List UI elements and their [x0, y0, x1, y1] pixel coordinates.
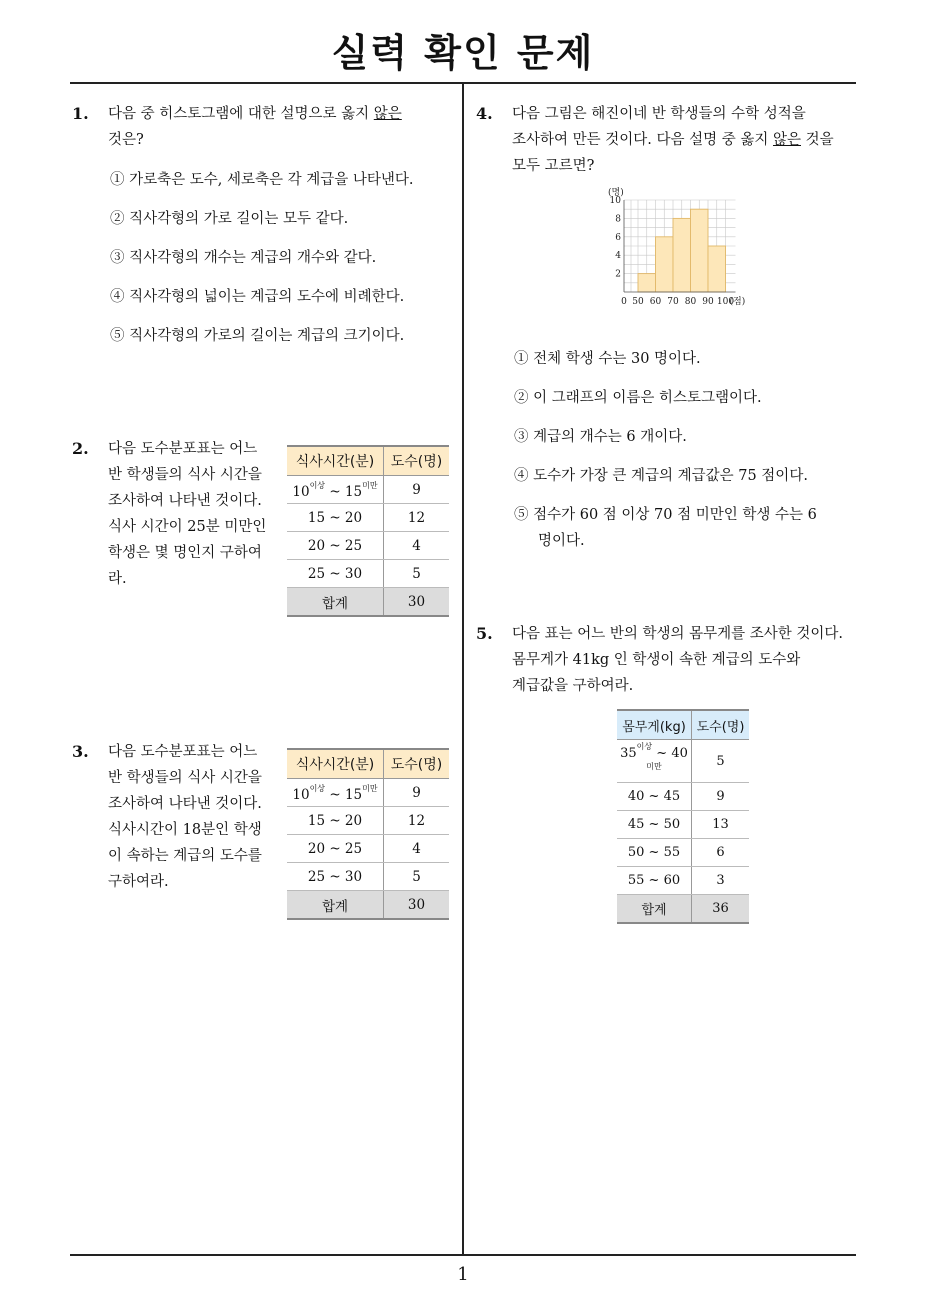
- y-axis-label: (명): [608, 188, 624, 198]
- range-note: 미만: [362, 480, 378, 490]
- range-sep: ~: [329, 483, 341, 500]
- question-number: 1.: [72, 104, 89, 123]
- text-line: 학생은 몇 명인지 구하여: [108, 545, 262, 561]
- table-cell: [287, 779, 384, 807]
- text-line: 다음 도수분포표는 어느: [108, 441, 258, 457]
- text: 것을: [801, 132, 834, 148]
- frequency-table-q3: [287, 748, 449, 920]
- underlined-text: 않은: [772, 132, 801, 148]
- question-text: [108, 739, 282, 895]
- question-3: [72, 739, 282, 895]
- table-cell: 55 ~ 60: [617, 867, 692, 895]
- page-number: 1: [457, 1264, 469, 1285]
- question-2: [72, 436, 282, 592]
- header-cell: 식사시간(분): [287, 749, 384, 779]
- option-3[interactable]: ③ 계급의 개수는 6 개이다.: [514, 429, 687, 445]
- y-tick-label: 4: [615, 251, 621, 262]
- table-row: [617, 867, 749, 895]
- table-cell: 9: [384, 476, 450, 504]
- text-line: 조사하여 나타낸 것이다.: [108, 493, 262, 509]
- y-tick-label: 6: [615, 232, 621, 243]
- table-row: [287, 560, 449, 588]
- text-line: [512, 127, 866, 153]
- frequency-table-q2: [287, 445, 449, 617]
- table-cell: 합계: [287, 891, 384, 920]
- table-cell: 9: [384, 779, 450, 807]
- question-1: [72, 101, 452, 362]
- option-5[interactable]: [514, 502, 866, 554]
- option-1[interactable]: ① 가로축은 도수, 세로축은 각 계급을 나타낸다.: [110, 172, 414, 188]
- text-line: 다음 표는 어느 반의 학생의 몸무게를 조사한 것이다.: [512, 626, 844, 642]
- table-total-row: [287, 588, 449, 617]
- x-tick-label: 80: [684, 297, 697, 306]
- x-tick-label: 90: [702, 297, 714, 306]
- bottom-rule: [70, 1254, 856, 1256]
- question-4-options: [476, 346, 866, 554]
- option-text: 명이다.: [538, 533, 585, 549]
- text-line: 다음 그림은 해진이네 반 학생들의 수학 성적을: [512, 106, 806, 122]
- text-line: 식사 시간이 25분 미만인: [108, 519, 267, 535]
- range-note: 이상: [309, 783, 326, 793]
- table-row: [287, 863, 449, 891]
- text-line: 이 속하는 계급의 도수를: [108, 848, 262, 864]
- table-cell: 50 ~ 55: [617, 839, 692, 867]
- text-line: 조사하여 나타낸 것이다.: [108, 796, 262, 812]
- text-line: 모두 고르면?: [512, 158, 595, 174]
- x-tick-label: 60: [649, 297, 662, 306]
- table-cell: 9: [692, 783, 750, 811]
- range-note: 미만: [646, 762, 662, 771]
- text-line: 반 학생들의 식사 시간을: [108, 467, 262, 483]
- x-tick-label: 100: [716, 297, 735, 306]
- table-cell: 4: [384, 835, 450, 863]
- text-line: 반 학생들의 식사 시간을: [108, 770, 262, 786]
- table-row: [287, 835, 449, 863]
- table-cell: 20 ~ 25: [287, 835, 384, 863]
- table-cell: 25 ~ 30: [287, 863, 384, 891]
- table-row: [287, 504, 449, 532]
- question-number: 5.: [476, 624, 493, 643]
- table-cell: 40 ~ 45: [617, 783, 692, 811]
- option-4[interactable]: ④ 직사각형의 넓이는 계급의 도수에 비례한다.: [110, 289, 405, 305]
- page-title: 실력 확인 문제: [331, 31, 595, 75]
- table-row: [287, 807, 449, 835]
- x-axis-label: (점): [729, 297, 746, 306]
- table-cell: 15 ~ 20: [287, 504, 384, 532]
- table-cell: 36: [692, 895, 750, 924]
- table-cell: 25 ~ 30: [287, 560, 384, 588]
- histogram-bar: [673, 218, 691, 292]
- range-from: 10: [292, 483, 310, 500]
- question-text: [512, 621, 876, 699]
- text: 다음 중 히스토그램에 대한 설명으로 옳지: [108, 106, 374, 122]
- column-divider: [462, 83, 464, 1254]
- range-sep: ~: [329, 786, 341, 803]
- option-4[interactable]: ④ 도수가 가장 큰 계급의 계급값은 75 점이다.: [514, 468, 808, 484]
- table-cell: 12: [384, 807, 450, 835]
- table-cell: 3: [692, 867, 750, 895]
- chart-bars: [638, 209, 726, 292]
- table-row: [287, 476, 449, 504]
- option-2[interactable]: ② 직사각형의 가로 길이는 모두 같다.: [110, 211, 349, 227]
- text-line: 몸무게가 41kg 인 학생이 속한 계급의 도수와: [512, 652, 801, 668]
- option-5[interactable]: ⑤ 직사각형의 가로의 길이는 계급의 크기이다.: [110, 328, 405, 344]
- range-from: 10: [292, 786, 310, 803]
- table-cell: 45 ~ 50: [617, 811, 692, 839]
- table-cell: 30: [384, 588, 450, 617]
- x-tick-label: 50: [632, 297, 644, 306]
- histogram-bar: [638, 274, 656, 292]
- text-line: 계급값을 구하여라.: [512, 678, 634, 694]
- text-line: 다음 도수분포표는 어느: [108, 744, 258, 760]
- table-header-row: [617, 710, 749, 740]
- range-to: 15: [344, 786, 363, 803]
- option-text: ⑤ 점수가 60 점 이상 70 점 미만인 학생 수는 6: [514, 507, 817, 523]
- option-3[interactable]: ③ 직사각형의 개수는 계급의 개수와 같다.: [110, 250, 377, 266]
- table-row: [617, 740, 749, 783]
- table-row: [617, 783, 749, 811]
- question-text: [512, 101, 866, 179]
- range-sep: ~: [656, 746, 668, 761]
- table-total-row: [287, 891, 449, 920]
- underlined-text: 않은: [373, 106, 402, 122]
- question-text: [108, 436, 282, 592]
- table-row: [287, 779, 449, 807]
- option-2[interactable]: ② 이 그래프의 이름은 히스토그램이다.: [514, 390, 762, 406]
- text-line: 식사시간이 18분인 학생: [108, 822, 262, 838]
- table-cell: 12: [384, 504, 450, 532]
- histogram-bar: [656, 237, 674, 292]
- table-row: [287, 532, 449, 560]
- range-note: 미만: [362, 783, 378, 793]
- x-tick-label: 0: [621, 297, 627, 306]
- table-cell: 20 ~ 25: [287, 532, 384, 560]
- question-text: [108, 101, 452, 153]
- header-cell: 식사시간(분): [287, 446, 384, 476]
- text-line: 라.: [108, 571, 127, 587]
- table-header-row: [287, 749, 449, 779]
- table-header-row: [287, 446, 449, 476]
- table-cell: 30: [384, 891, 450, 920]
- table-total-row: [617, 895, 749, 924]
- range-from: 35: [620, 746, 637, 761]
- table-cell: 4: [384, 532, 450, 560]
- question-number: 2.: [72, 439, 89, 458]
- option-list: [110, 167, 452, 362]
- table-cell: [287, 476, 384, 504]
- histogram-bar: [691, 209, 709, 292]
- y-tick-label: 8: [615, 214, 621, 225]
- question-number: 4.: [476, 104, 493, 123]
- y-tick-label: 2: [615, 269, 621, 280]
- header-cell: 몸무게(kg): [617, 710, 692, 740]
- table-row: [617, 839, 749, 867]
- table-cell: 5: [384, 863, 450, 891]
- question-number: 3.: [72, 742, 89, 761]
- table-cell: 합계: [287, 588, 384, 617]
- option-list: [514, 346, 866, 554]
- header-cell: 도수(명): [384, 749, 450, 779]
- text: 조사하여 만든 것이다. 다음 설명 중 옳지: [512, 132, 773, 148]
- table-cell: 6: [692, 839, 750, 867]
- range-to: 40: [671, 746, 688, 761]
- question-5: [476, 621, 876, 699]
- range-note: 이상: [309, 480, 326, 490]
- x-tick-label: 70: [667, 297, 679, 306]
- table-cell: 합계: [617, 895, 692, 924]
- table-cell: [617, 740, 692, 783]
- table-cell: 5: [384, 560, 450, 588]
- text-line: 구하여라.: [108, 874, 169, 890]
- option-1[interactable]: ① 전체 학생 수는 30 명이다.: [514, 351, 701, 367]
- question-4: [476, 101, 866, 179]
- frequency-table-q5: [617, 709, 749, 924]
- histogram-bar: [708, 246, 726, 292]
- score-histogram: [600, 186, 780, 306]
- table-cell: 5: [692, 740, 750, 783]
- table-cell: 13: [692, 811, 750, 839]
- table-row: [617, 811, 749, 839]
- y-tick-label: 10: [609, 196, 621, 206]
- table-cell: 15 ~ 20: [287, 807, 384, 835]
- range-to: 15: [344, 483, 363, 500]
- header-cell: 도수(명): [384, 446, 450, 476]
- header-cell: 도수(명): [692, 710, 750, 740]
- range-note: 이상: [636, 742, 653, 751]
- text: 것은?: [108, 132, 144, 148]
